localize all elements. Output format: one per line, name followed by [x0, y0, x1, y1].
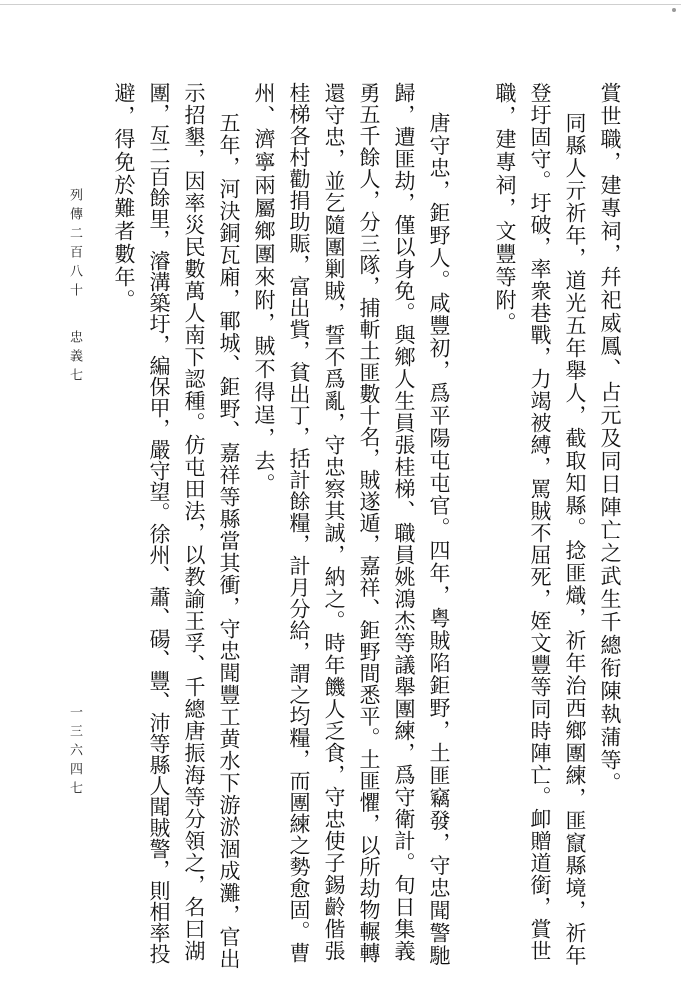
text-line: 示招墾，因率災民數萬人南下認種。仿屯田法，以教諭王孚、千總唐振海等分領之，名曰湖: [182, 82, 206, 962]
corner-dot: [672, 8, 676, 12]
text-line: 同縣人亓祈年，道光五年舉人，截取知縣。捻匪熾，祈年治西鄉團練，匪竄縣境，祈年: [563, 112, 587, 967]
top-border-line: [0, 4, 681, 5]
book-title: 列傳二百八十: [67, 188, 82, 302]
text-line: 職，建專祠，文豐等附。: [493, 82, 517, 335]
text-line: 勇五千餘人，分三隊，捕斬土匪數十名，賊遂遁，嘉祥、鉅野間悉平。土匪懼，以所劫物輾轉: [357, 82, 381, 964]
text-line: 團，亙二百餘里，濬溝築圩，編保甲，嚴守望。徐州、蕭、碭、豐、沛等縣人聞賊警，則相率投: [147, 82, 171, 964]
chapter-title: 忠義七: [67, 330, 82, 387]
text-line: 唐守忠，鉅野人。咸豐初，爲平陽屯屯官。四年，粤賊陷鉅野，土匪竊發，守忠聞警馳: [427, 112, 451, 967]
page-number: 一三六四七: [67, 705, 82, 800]
text-line: 歸，遭匪劫，僅以身免。與鄉人生員張桂梯、職員姚鴻杰等議舉團練，爲守衛計。旬日集義: [392, 82, 416, 962]
text-line: 五年，河決銅瓦廂，鄆城、鉅野、嘉祥等縣當其衝，守忠聞豐工黄水下游淤涸成灘，官出: [217, 112, 241, 970]
text-line: 登圩固守。圩破，率衆巷戰，力竭被縛，罵賊不屈死，姪文豐等同時陣亡。卹贈道銜，賞世: [528, 82, 552, 962]
text-line: 賞世職，建專祠，幷祀威鳳、占元及同日陣亡之武生千總衔陳執蒲等。: [598, 82, 622, 795]
text-line: 桂梯各村勸捐助賑，富出貲，貧出丁，括計餘糧，計月分給，謂之均糧，而團練之勢愈固。曹: [287, 82, 311, 964]
text-line: 州、濟寧兩屬鄉團來附，賊不得逞，去。: [252, 82, 276, 496]
text-line: 避，得免於難者數年。: [112, 82, 136, 312]
text-line: 還守忠，並乞隨團剿賊，誓不爲亂，守忠察其誠，納之。時年饑人乏食，守忠使子錫齡偕張: [322, 82, 346, 962]
